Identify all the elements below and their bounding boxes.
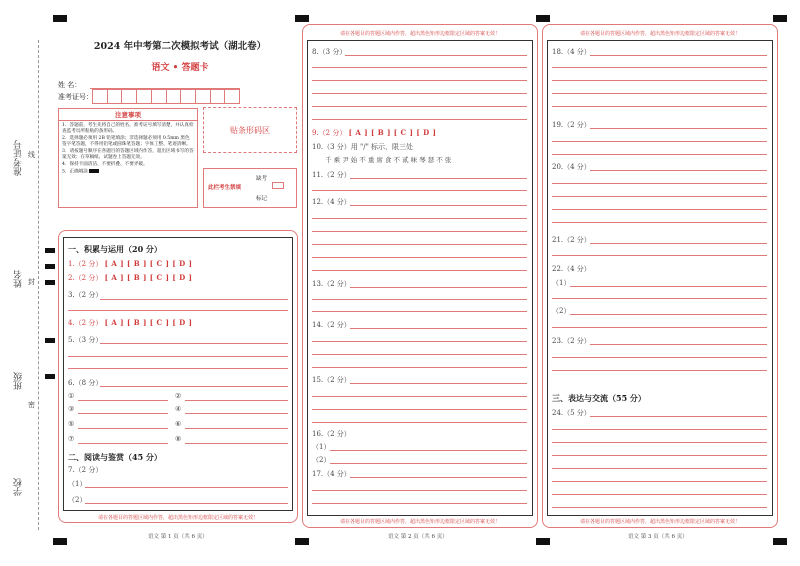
question-6-label: 6.（8 分） <box>68 379 103 387</box>
question-21-label: 21.（2 分） <box>552 236 591 244</box>
answer-line[interactable] <box>312 231 527 232</box>
answer-line[interactable] <box>552 494 767 495</box>
absent-checkbox[interactable] <box>272 182 284 189</box>
absent-box <box>203 168 297 208</box>
choice-options: [ A ] [ B ] [ C ] [ D ] <box>104 259 193 268</box>
sub-question-label: （1） <box>552 279 571 287</box>
page-footer: 语文 第 2 页（共 6 页） <box>388 534 448 540</box>
answer-line[interactable] <box>312 490 527 491</box>
section-title: 三、表达与交流（55 分） <box>552 393 646 403</box>
blank-line[interactable] <box>185 400 288 401</box>
registration-mark <box>773 538 787 545</box>
blank-label: ③ <box>68 405 75 413</box>
answer-line[interactable] <box>552 255 767 256</box>
blank-label: ⑦ <box>68 435 75 443</box>
answer-line[interactable] <box>590 344 767 345</box>
answer-line[interactable] <box>570 286 767 287</box>
question-13-label: 13.（2 分） <box>312 280 351 288</box>
answer-line[interactable] <box>312 299 527 300</box>
answer-line[interactable] <box>312 341 527 342</box>
section-title: 一、积累与运用（20 分） <box>68 244 162 254</box>
registration-mark <box>53 15 67 22</box>
answer-line[interactable] <box>350 328 527 329</box>
notice-box <box>58 108 198 208</box>
cut-label-secret: 密 <box>28 401 35 409</box>
question-1[interactable]: 1.（2 分） [ A ] [ B ] [ C ] [ D ] <box>68 259 193 268</box>
page3-inner-frame <box>547 40 773 516</box>
section-title: 二、阅读与鉴赏（45 分） <box>68 452 162 462</box>
question-24-label: 24.（5 分） <box>552 409 591 417</box>
page-title: 2024 年中考第二次模拟考试（湖北卷） <box>93 41 267 52</box>
blank-label: ⑥ <box>175 420 182 428</box>
answer-line[interactable] <box>590 243 767 244</box>
answer-line[interactable] <box>552 442 767 443</box>
answer-card-subtitle: 语文 • 答题卡 <box>151 63 209 73</box>
blank-line[interactable] <box>78 413 168 414</box>
blank-label: ① <box>68 392 75 400</box>
id-boxes[interactable] <box>92 89 240 104</box>
question-17-label: 17.（4 分） <box>312 470 351 478</box>
question-15-label: 15.（2 分） <box>312 376 351 384</box>
registration-mark <box>536 538 550 545</box>
answer-line[interactable] <box>590 128 767 129</box>
sub-question-label: （2） <box>552 307 571 315</box>
question-10-label: 10.（3 分）用 "/" 标示，限三处 <box>312 143 414 151</box>
answer-line[interactable] <box>590 170 767 171</box>
answer-line[interactable] <box>100 299 288 300</box>
answer-line[interactable] <box>312 93 527 94</box>
blank-line[interactable] <box>185 428 288 429</box>
cut-label-seal: 封 <box>28 278 35 286</box>
answer-line[interactable] <box>552 154 767 155</box>
notice-item: 5．正确填涂 <box>62 169 88 175</box>
blank-label: ⑤ <box>68 420 75 428</box>
question-20-label: 20.（4 分） <box>552 163 591 171</box>
answer-line[interactable] <box>552 80 767 81</box>
question-2[interactable]: 2.（2 分） [ A ] [ B ] [ C ] [ D ] <box>68 273 193 282</box>
page-footer: 语文 第 3 页（共 6 页） <box>628 534 688 540</box>
fill-sample <box>89 169 99 173</box>
answer-line[interactable] <box>552 183 767 184</box>
question-12-label: 12.（4 分） <box>312 198 351 206</box>
barcode-area <box>203 107 297 153</box>
notice-item: 4．保持卡面清洁，不要折叠、不要弄破。 <box>62 162 148 167</box>
blank-label: ④ <box>175 405 182 413</box>
registration-mark <box>295 15 309 22</box>
answer-line[interactable] <box>350 287 527 288</box>
panel-notice: 请在各题目的答题区域内作答，超出黑色矩形边框限定区域的答案无效！ <box>339 31 500 37</box>
sub-question-label: （1） <box>68 480 87 488</box>
answer-line[interactable] <box>312 270 527 271</box>
registration-mark <box>295 538 309 545</box>
answer-line[interactable] <box>552 370 767 371</box>
absent-note: 此栏考生禁填 <box>208 185 242 191</box>
question-14-label: 14.（2 分） <box>312 321 351 329</box>
answer-line[interactable] <box>68 356 288 357</box>
registration-mark <box>45 280 55 285</box>
answer-line[interactable] <box>312 244 527 245</box>
notice-title: 注意事项 <box>59 109 197 121</box>
notice-item: 2．选择题必须用 2B 铅笔填涂；非选择题必须用 0.5mm 黑色签字笔答题，不得用铅笔或圆珠笔答题；字体工整、笔迹清晰。 <box>62 136 191 147</box>
answer-line[interactable] <box>350 178 527 179</box>
name-label: 姓 名： <box>58 81 82 89</box>
panel-notice: 请在各题目的答题区域内作答，超出黑色矩形边框限定区域的答案无效！ <box>97 515 258 521</box>
answer-line[interactable] <box>552 93 767 94</box>
blank-line[interactable] <box>185 413 288 414</box>
answer-line[interactable] <box>552 222 767 223</box>
blank-line[interactable] <box>78 400 168 401</box>
answer-line[interactable] <box>312 367 527 368</box>
panel-notice: 请在各题目的答题区域内作答，超出黑色矩形边框限定区域的答案无效！ <box>579 31 740 37</box>
registration-mark <box>45 374 55 379</box>
registration-mark <box>45 338 55 343</box>
answer-line[interactable] <box>312 218 527 219</box>
choice-options: [ A ] [ B ] [ C ] [ D ] <box>104 273 193 282</box>
answer-line[interactable] <box>100 386 288 387</box>
answer-line[interactable] <box>552 455 767 456</box>
answer-line[interactable] <box>552 209 767 210</box>
answer-line[interactable] <box>312 503 527 504</box>
answer-line[interactable] <box>552 106 767 107</box>
question-11-label: 11.（2 分） <box>312 171 351 179</box>
blank-label: ② <box>175 392 182 400</box>
answer-line[interactable] <box>345 55 527 56</box>
answer-line[interactable] <box>312 106 527 107</box>
cut-label-line: 线 <box>28 151 35 159</box>
answer-line[interactable] <box>312 257 527 258</box>
binding-line <box>38 40 39 530</box>
question-16-label: 16.（2 分） <box>312 430 351 438</box>
answer-line[interactable] <box>552 327 767 328</box>
question-22-label: 22.（4 分） <box>552 265 591 273</box>
answer-line[interactable] <box>312 119 527 120</box>
answer-line[interactable] <box>312 396 527 397</box>
blank-line[interactable] <box>185 443 288 444</box>
question-10-text[interactable]: 千 乘 尹 始 不 重 席 食 不 贰 味 琴 瑟 不 张 <box>325 156 452 164</box>
absent-label: 缺考 <box>256 176 268 182</box>
registration-mark <box>536 15 550 22</box>
answer-line[interactable] <box>552 429 767 430</box>
answer-line[interactable] <box>312 67 527 68</box>
blank-label: ⑧ <box>175 435 182 443</box>
answer-line[interactable] <box>590 416 767 417</box>
registration-mark <box>53 538 67 545</box>
answer-line[interactable] <box>312 311 527 312</box>
panel-notice: 请在各题目的答题区域内作答，超出黑色矩形边框限定区域的答案无效！ <box>579 519 740 525</box>
sub-question-label: （2） <box>312 456 331 464</box>
question-23-label: 23.（2 分） <box>552 337 591 345</box>
answer-line[interactable] <box>330 450 527 451</box>
notice-item: 1．答题前，考生先将自己的姓名，准考证号填写清楚，并认真检查监考员所粘贴的条形码。 <box>62 123 194 134</box>
question-5-label: 5.（3 分） <box>68 336 103 344</box>
binding-label-name: 姓名 <box>14 270 24 288</box>
answer-line[interactable] <box>85 487 288 488</box>
page2-inner-frame <box>307 40 533 516</box>
answer-line[interactable] <box>552 357 767 358</box>
panel-notice: 请在各题目的答题区域内作答，超出黑色矩形边框限定区域的答案无效！ <box>339 519 500 525</box>
question-8-label: 8.（3 分） <box>312 48 347 56</box>
registration-mark <box>45 248 55 253</box>
answer-line[interactable] <box>350 477 527 478</box>
question-7-label: 7.（2 分） <box>68 466 103 474</box>
barcode-area-label: 贴条形码区 <box>230 125 270 135</box>
answer-line[interactable] <box>350 383 527 384</box>
question-19-label: 19.（2 分） <box>552 121 591 129</box>
answer-line[interactable] <box>552 298 767 299</box>
answer-line[interactable] <box>312 80 527 81</box>
choice-options: [ A ] [ B ] [ C ] [ D ] <box>104 318 193 327</box>
answer-line[interactable] <box>552 67 767 68</box>
registration-mark <box>773 15 787 22</box>
answer-line[interactable] <box>100 343 288 344</box>
absent-label-mark: 标记 <box>256 196 268 202</box>
notice-item: 3．请按题号顺序在各题目的答题区域内作答，超出区域书写的答案无效；在草稿纸、试题卷上答题无效。 <box>62 149 194 160</box>
question-18-label: 18.（4 分） <box>552 48 591 56</box>
id-label: 准考证号： <box>58 93 93 101</box>
binding-label-class: 班级 <box>14 372 24 390</box>
question-9[interactable]: 9.（2 分） [ A ] [ B ] [ C ] [ D ] <box>312 128 437 137</box>
blank-line[interactable] <box>78 428 168 429</box>
answer-line[interactable] <box>552 481 767 482</box>
answer-line[interactable] <box>68 310 288 311</box>
answer-line[interactable] <box>312 409 527 410</box>
page-footer: 语文 第 1 页（共 6 页） <box>148 534 208 540</box>
answer-line[interactable] <box>312 422 527 423</box>
question-4[interactable]: 4.（2 分） [ A ] [ B ] [ C ] [ D ] <box>68 318 193 327</box>
answer-line[interactable] <box>85 503 288 504</box>
answer-line[interactable] <box>68 368 288 369</box>
blank-line[interactable] <box>78 443 168 444</box>
answer-line[interactable] <box>312 190 527 191</box>
sub-question-label: （2） <box>68 496 87 504</box>
registration-mark <box>45 264 55 269</box>
answer-line[interactable] <box>350 205 527 206</box>
question-3-label: 3.（2 分） <box>68 291 103 299</box>
choice-options: [ A ] [ B ] [ C ] [ D ] <box>348 128 437 137</box>
binding-label-school: 学校 <box>14 478 24 496</box>
binding-label-id: 准考证号 <box>14 140 24 176</box>
sub-question-label: （1） <box>312 443 331 451</box>
answer-line[interactable] <box>552 507 767 508</box>
answer-line[interactable] <box>330 463 527 464</box>
answer-line[interactable] <box>552 141 767 142</box>
answer-line[interactable] <box>590 55 767 56</box>
answer-line[interactable] <box>312 354 527 355</box>
answer-line[interactable] <box>570 314 767 315</box>
answer-line[interactable] <box>552 468 767 469</box>
answer-line[interactable] <box>552 196 767 197</box>
